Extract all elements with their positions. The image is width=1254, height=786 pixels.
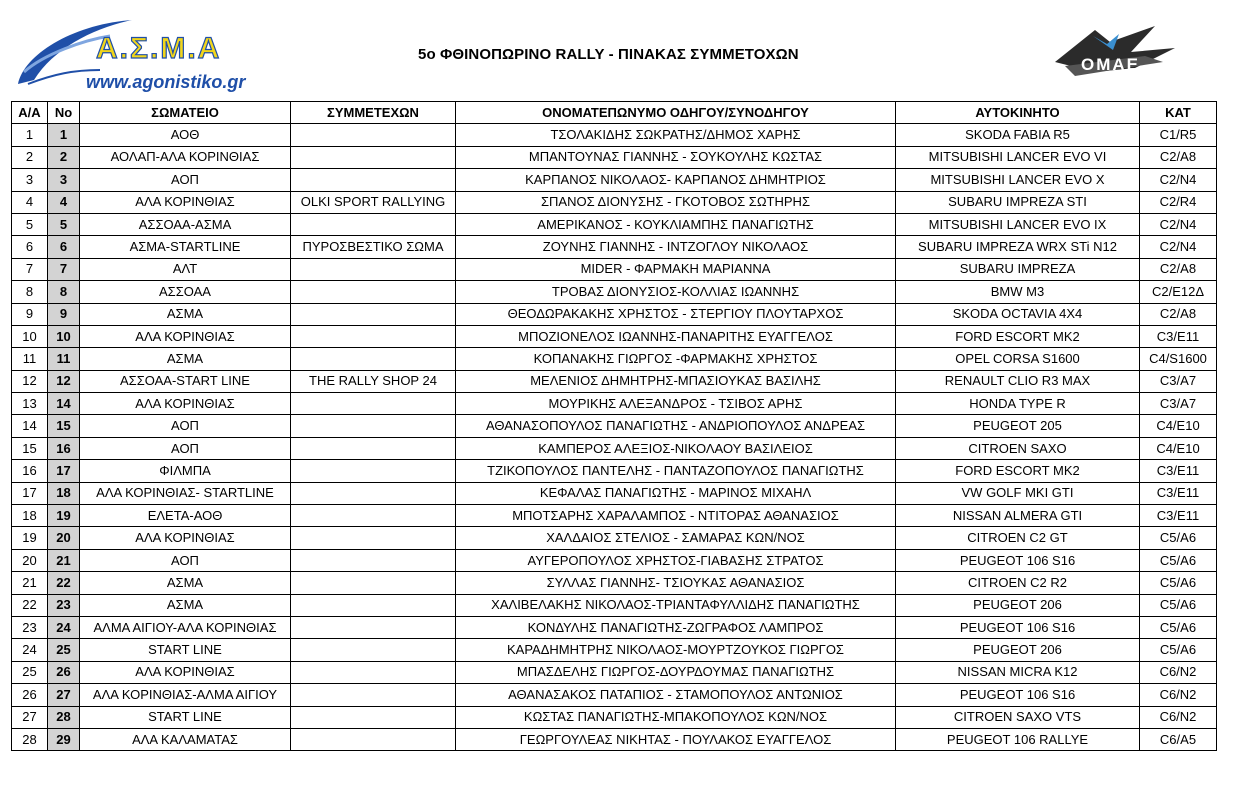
cell-team <box>291 706 456 728</box>
cell-cat: C6/N2 <box>1140 684 1217 706</box>
cell-club: ΑΟΠ <box>80 169 291 191</box>
cell-no: 21 <box>48 549 80 571</box>
cell-team <box>291 124 456 146</box>
cell-names: ΚΟΠΑΝΑΚΗΣ ΓΙΩΡΓΟΣ -ΦΑΡΜΑΚΗΣ ΧΡΗΣΤΟΣ <box>456 348 896 370</box>
table-row <box>12 393 1217 415</box>
table-row <box>12 549 1217 571</box>
cell-car: PEUGEOT 106 S16 <box>896 549 1140 571</box>
cell-team <box>291 348 456 370</box>
table-row <box>12 527 1217 549</box>
cell-no: 20 <box>48 527 80 549</box>
cell-club: ΑΛΑ ΚΟΡΙΝΘΙΑΣ <box>80 661 291 683</box>
cell-club: ΑΛΑ ΚΟΡΙΝΘΙΑΣ- STARTLINE <box>80 482 291 504</box>
header-cat: ΚΑΤ <box>1140 102 1217 124</box>
cell-cat: C3/A7 <box>1140 393 1217 415</box>
cell-aa: 10 <box>12 325 48 347</box>
header-aa: Α/Α <box>12 102 48 124</box>
table-row <box>12 236 1217 258</box>
cell-no: 15 <box>48 415 80 437</box>
cell-names: ΑΜΕΡΙΚΑΝΟΣ - ΚΟΥΚΛΙΑΜΠΗΣ ΠΑΝΑΓΙΩΤΗΣ <box>456 213 896 235</box>
cell-cat: C2/A8 <box>1140 146 1217 168</box>
cell-club: ΑΛΜΑ ΑΙΓΙΟΥ-ΑΛΑ ΚΟΡΙΝΘΙΑΣ <box>80 616 291 638</box>
cell-club: ΑΟΛΑΠ-ΑΛΑ ΚΟΡΙΝΘΙΑΣ <box>80 146 291 168</box>
cell-names: ΓΕΩΡΓΟΥΛΕΑΣ ΝΙΚΗΤΑΣ - ΠΟΥΛΑΚΟΣ ΕΥΑΓΓΕΛΟΣ <box>456 728 896 750</box>
cell-aa: 17 <box>12 482 48 504</box>
table-row <box>12 191 1217 213</box>
cell-car: OPEL CORSA S1600 <box>896 348 1140 370</box>
cell-aa: 7 <box>12 258 48 280</box>
cell-team <box>291 146 456 168</box>
cell-team <box>291 594 456 616</box>
cell-no: 29 <box>48 728 80 750</box>
cell-car: VW GOLF MKI GTI <box>896 482 1140 504</box>
cell-team <box>291 393 456 415</box>
table-row <box>12 437 1217 459</box>
cell-club: ΑΣΜΑ-STARTLINE <box>80 236 291 258</box>
cell-no: 17 <box>48 460 80 482</box>
cell-team <box>291 728 456 750</box>
cell-no: 24 <box>48 616 80 638</box>
cell-cat: C2/A8 <box>1140 258 1217 280</box>
cell-cat: C2/N4 <box>1140 169 1217 191</box>
cell-team <box>291 415 456 437</box>
cell-club: ΑΛΑ ΚΟΡΙΝΘΙΑΣ <box>80 191 291 213</box>
cell-cat: C2/E12Δ <box>1140 281 1217 303</box>
cell-car: PEUGEOT 206 <box>896 639 1140 661</box>
cell-team <box>291 213 456 235</box>
cell-club: ΦΙΛΜΠΑ <box>80 460 291 482</box>
table-row <box>12 661 1217 683</box>
cell-aa: 9 <box>12 303 48 325</box>
cell-no: 4 <box>48 191 80 213</box>
table-row <box>12 146 1217 168</box>
cell-club: ΑΟΠ <box>80 415 291 437</box>
cell-club: ΑΣΜΑ <box>80 572 291 594</box>
cell-team <box>291 169 456 191</box>
cell-cat: C5/A6 <box>1140 549 1217 571</box>
cell-no: 7 <box>48 258 80 280</box>
cell-cat: C6/N2 <box>1140 661 1217 683</box>
cell-car: SKODA FABIA R5 <box>896 124 1140 146</box>
cell-team <box>291 527 456 549</box>
table-row <box>12 124 1217 146</box>
cell-aa: 24 <box>12 639 48 661</box>
cell-team: OLKI SPORT RALLYING <box>291 191 456 213</box>
cell-team <box>291 549 456 571</box>
cell-aa: 14 <box>12 415 48 437</box>
header-club: ΣΩΜΑΤΕΙΟ <box>80 102 291 124</box>
header-names: ΟΝΟΜΑΤΕΠΩΝΥΜΟ ΟΔΗΓΟΥ/ΣΥΝΟΔΗΓΟΥ <box>456 102 896 124</box>
cell-aa: 3 <box>12 169 48 191</box>
cell-car: CITROEN C2 GT <box>896 527 1140 549</box>
cell-aa: 20 <box>12 549 48 571</box>
cell-aa: 15 <box>12 437 48 459</box>
cell-cat: C5/A6 <box>1140 594 1217 616</box>
cell-car: FORD ESCORT MK2 <box>896 325 1140 347</box>
cell-car: PEUGEOT 106 RALLYE <box>896 728 1140 750</box>
cell-car: SKODA OCTAVIA 4X4 <box>896 303 1140 325</box>
omae-logo <box>1035 22 1185 84</box>
cell-no: 6 <box>48 236 80 258</box>
cell-names: ΜΠΟΖΙΟΝΕΛΟΣ ΙΩΑΝΝΗΣ-ΠΑΝΑΡΙΤΗΣ ΕΥΑΓΓΕΛΟΣ <box>456 325 896 347</box>
table-row <box>12 684 1217 706</box>
table-row <box>12 706 1217 728</box>
cell-cat: C2/N4 <box>1140 236 1217 258</box>
cell-no: 26 <box>48 661 80 683</box>
cell-names: ΚΩΣΤΑΣ ΠΑΝΑΓΙΩΤΗΣ-ΜΠΑΚΟΠΟΥΛΟΣ ΚΩΝ/ΝΟΣ <box>456 706 896 728</box>
cell-team <box>291 325 456 347</box>
cell-names: ΤΡΟΒΑΣ ΔΙΟΝΥΣΙΟΣ-ΚΟΛΛΙΑΣ ΙΩΑΝΝΗΣ <box>456 281 896 303</box>
cell-club: START LINE <box>80 639 291 661</box>
table-row <box>12 213 1217 235</box>
cell-club: ΑΛΑ ΚΟΡΙΝΘΙΑΣ-ΑΛΜΑ ΑΙΓΙΟΥ <box>80 684 291 706</box>
cell-cat: C5/A6 <box>1140 639 1217 661</box>
cell-cat: C6/A5 <box>1140 728 1217 750</box>
cell-no: 28 <box>48 706 80 728</box>
cell-aa: 11 <box>12 348 48 370</box>
table-row <box>12 303 1217 325</box>
cell-car: RENAULT CLIO R3 MAX <box>896 370 1140 392</box>
cell-club: ΑΛΑ ΚΑΛΑΜΑΤΑΣ <box>80 728 291 750</box>
cell-names: ΧΑΛΙΒΕΛΑΚΗΣ ΝΙΚΟΛΑΟΣ-ΤΡΙΑΝΤΑΦΥΛΛΙΔΗΣ ΠΑΝΑΓΙΩΤΗΣ <box>456 594 896 616</box>
cell-aa: 8 <box>12 281 48 303</box>
cell-team <box>291 437 456 459</box>
cell-team <box>291 639 456 661</box>
cell-no: 12 <box>48 370 80 392</box>
cell-car: MITSUBISHI LANCER EVO X <box>896 169 1140 191</box>
cell-cat: C2/N4 <box>1140 213 1217 235</box>
cell-aa: 19 <box>12 527 48 549</box>
cell-aa: 18 <box>12 505 48 527</box>
cell-aa: 12 <box>12 370 48 392</box>
cell-team <box>291 460 456 482</box>
cell-car: BMW M3 <box>896 281 1140 303</box>
cell-car: MITSUBISHI LANCER EVO VI <box>896 146 1140 168</box>
cell-team <box>291 505 456 527</box>
cell-names: ΣΥΛΛΑΣ ΓΙΑΝΝΗΣ- ΤΣΙΟΥΚΑΣ ΑΘΑΝΑΣΙΟΣ <box>456 572 896 594</box>
cell-club: ΕΛΕΤΑ-ΑΟΘ <box>80 505 291 527</box>
cell-names: ΣΠΑΝΟΣ ΔΙΟΝΥΣΗΣ - ΓΚΟΤΟΒΟΣ ΣΩΤΗΡΗΣ <box>456 191 896 213</box>
cell-car: SUBARU IMPREZA WRX STi N12 <box>896 236 1140 258</box>
cell-aa: 6 <box>12 236 48 258</box>
logo-omae: ΟΜΑΕ <box>1081 55 1140 74</box>
cell-cat: C5/A6 <box>1140 616 1217 638</box>
cell-aa: 21 <box>12 572 48 594</box>
cell-car: CITROEN SAXO VTS <box>896 706 1140 728</box>
cell-team <box>291 482 456 504</box>
cell-no: 19 <box>48 505 80 527</box>
entries-table <box>11 101 1217 751</box>
cell-no: 14 <box>48 393 80 415</box>
table-row <box>12 594 1217 616</box>
cell-no: 25 <box>48 639 80 661</box>
table-row <box>12 415 1217 437</box>
cell-aa: 27 <box>12 706 48 728</box>
cell-team <box>291 572 456 594</box>
cell-no: 22 <box>48 572 80 594</box>
cell-car: SUBARU IMPREZA <box>896 258 1140 280</box>
cell-car: NISSAN MICRA K12 <box>896 661 1140 683</box>
cell-aa: 1 <box>12 124 48 146</box>
cell-cat: C4/E10 <box>1140 415 1217 437</box>
cell-club: ΑΣΜΑ <box>80 303 291 325</box>
cell-car: PEUGEOT 106 S16 <box>896 684 1140 706</box>
cell-cat: C3/E11 <box>1140 460 1217 482</box>
table-row <box>12 348 1217 370</box>
cell-aa: 16 <box>12 460 48 482</box>
cell-aa: 13 <box>12 393 48 415</box>
cell-aa: 28 <box>12 728 48 750</box>
cell-team <box>291 616 456 638</box>
cell-cat: C1/R5 <box>1140 124 1217 146</box>
table-row <box>12 460 1217 482</box>
table-row <box>12 258 1217 280</box>
cell-car: SUBARU IMPREZA STI <box>896 191 1140 213</box>
cell-team <box>291 303 456 325</box>
header-car: ΑΥΤΟΚΙΝΗΤΟ <box>896 102 1140 124</box>
cell-cat: C6/N2 <box>1140 706 1217 728</box>
cell-aa: 4 <box>12 191 48 213</box>
cell-car: HONDA TYPE R <box>896 393 1140 415</box>
cell-club: ΑΟΠ <box>80 549 291 571</box>
cell-names: ΚΟΝΔΥΛΗΣ ΠΑΝΑΓΙΩΤΗΣ-ΖΩΓΡΑΦΟΣ ΛΑΜΠΡΟΣ <box>456 616 896 638</box>
cell-names: ΤΖΙΚΟΠΟΥΛΟΣ ΠΑΝΤΕΛΗΣ - ΠΑΝΤΑΖΟΠΟΥΛΟΣ ΠΑΝΑΓΙΩΤΗΣ <box>456 460 896 482</box>
cell-club: ΑΟΠ <box>80 437 291 459</box>
asma-logo <box>14 14 282 96</box>
cell-car: FORD ESCORT MK2 <box>896 460 1140 482</box>
cell-team: ΠΥΡΟΣΒΕΣΤΙΚΟ ΣΩΜΑ <box>291 236 456 258</box>
cell-names: MIDER - ΦΑΡΜΑΚΗ ΜΑΡΙΑΝΝΑ <box>456 258 896 280</box>
table-row <box>12 572 1217 594</box>
cell-names: ΚΑΜΠΕΡΟΣ ΑΛΕΞΙΟΣ-ΝΙΚΟΛΑΟΥ ΒΑΣΙΛΕΙΟΣ <box>456 437 896 459</box>
table-row <box>12 639 1217 661</box>
cell-cat: C5/A6 <box>1140 527 1217 549</box>
cell-aa: 23 <box>12 616 48 638</box>
cell-cat: C4/S1600 <box>1140 348 1217 370</box>
cell-no: 11 <box>48 348 80 370</box>
cell-club: ΑΟΘ <box>80 124 291 146</box>
header-no: Νο <box>48 102 80 124</box>
cell-cat: C3/A7 <box>1140 370 1217 392</box>
cell-no: 18 <box>48 482 80 504</box>
cell-aa: 26 <box>12 684 48 706</box>
cell-no: 10 <box>48 325 80 347</box>
cell-car: MITSUBISHI LANCER EVO IX <box>896 213 1140 235</box>
cell-car: PEUGEOT 106 S16 <box>896 616 1140 638</box>
cell-names: ΚΑΡΑΔΗΜΗΤΡΗΣ ΝΙΚΟΛΑΟΣ-ΜΟΥΡΤΖΟΥΚΟΣ ΓΙΩΡΓΟΣ <box>456 639 896 661</box>
table-row <box>12 370 1217 392</box>
cell-names: ΑΘΑΝΑΣΑΚΟΣ ΠΑΤΑΠΙΟΣ - ΣΤΑΜΟΠΟΥΛΟΣ ΑΝΤΩΝΙΟΣ <box>456 684 896 706</box>
table-row <box>12 169 1217 191</box>
cell-cat: C3/E11 <box>1140 505 1217 527</box>
cell-club: ΑΣΣΟΑΑ-ΑΣΜΑ <box>80 213 291 235</box>
table-row <box>12 505 1217 527</box>
cell-no: 27 <box>48 684 80 706</box>
cell-no: 1 <box>48 124 80 146</box>
cell-no: 2 <box>48 146 80 168</box>
cell-car: CITROEN SAXO <box>896 437 1140 459</box>
cell-car: PEUGEOT 205 <box>896 415 1140 437</box>
cell-aa: 22 <box>12 594 48 616</box>
cell-club: ΑΛΑ ΚΟΡΙΝΘΙΑΣ <box>80 325 291 347</box>
cell-no: 3 <box>48 169 80 191</box>
table-row <box>12 325 1217 347</box>
cell-no: 16 <box>48 437 80 459</box>
table-header-row <box>12 102 1217 124</box>
cell-cat: C2/A8 <box>1140 303 1217 325</box>
cell-cat: C3/E11 <box>1140 482 1217 504</box>
cell-team: THE RALLY SHOP 24 <box>291 370 456 392</box>
cell-club: ΑΛΤ <box>80 258 291 280</box>
logo-name: Α.Σ.Μ.Α <box>96 32 222 65</box>
cell-team <box>291 281 456 303</box>
cell-team <box>291 258 456 280</box>
table-row <box>12 616 1217 638</box>
cell-names: ΑΥΓΕΡΟΠΟΥΛΟΣ ΧΡΗΣΤΟΣ-ΓΙΑΒΑΣΗΣ ΣΤΡΑΤΟΣ <box>456 549 896 571</box>
cell-aa: 25 <box>12 661 48 683</box>
cell-car: NISSAN ALMERA GTI <box>896 505 1140 527</box>
cell-no: 5 <box>48 213 80 235</box>
cell-aa: 5 <box>12 213 48 235</box>
cell-club: ΑΣΜΑ <box>80 594 291 616</box>
cell-names: ΧΑΛΔΑΙΟΣ ΣΤΕΛΙΟΣ - ΣΑΜΑΡΑΣ ΚΩΝ/ΝΟΣ <box>456 527 896 549</box>
cell-car: CITROEN C2 R2 <box>896 572 1140 594</box>
cell-names: ΜΟΥΡΙΚΗΣ ΑΛΕΞΑΝΔΡΟΣ - ΤΣΙΒΟΣ ΑΡΗΣ <box>456 393 896 415</box>
cell-cat: C5/A6 <box>1140 572 1217 594</box>
cell-no: 9 <box>48 303 80 325</box>
cell-club: ΑΣΣΟΑΑ-START LINE <box>80 370 291 392</box>
cell-no: 8 <box>48 281 80 303</box>
cell-cat: C3/E11 <box>1140 325 1217 347</box>
cell-names: ΜΠΑΝΤΟΥΝΑΣ ΓΙΑΝΝΗΣ - ΣΟΥΚΟΥΛΗΣ ΚΩΣΤΑΣ <box>456 146 896 168</box>
cell-car: PEUGEOT 206 <box>896 594 1140 616</box>
cell-aa: 2 <box>12 146 48 168</box>
document-title: 5ο ΦΘΙΝΟΠΩΡΙΝΟ RALLY - ΠΙΝΑΚΑΣ ΣΥΜΜΕΤΟΧΩΝ <box>418 46 799 63</box>
cell-names: ΤΣΟΛΑΚΙΔΗΣ ΣΩΚΡΑΤΗΣ/ΔΗΜΟΣ ΧΑΡΗΣ <box>456 124 896 146</box>
cell-cat: C4/E10 <box>1140 437 1217 459</box>
cell-names: ΑΘΑΝΑΣΟΠΟΥΛΟΣ ΠΑΝΑΓΙΩΤΗΣ - ΑΝΔΡΙΟΠΟΥΛΟΣ ΑΝΔΡΕΑΣ <box>456 415 896 437</box>
cell-club: ΑΛΑ ΚΟΡΙΝΘΙΑΣ <box>80 527 291 549</box>
cell-club: ΑΣΜΑ <box>80 348 291 370</box>
cell-names: ΜΠΑΣΔΕΛΗΣ ΓΙΩΡΓΟΣ-ΔΟΥΡΔΟΥΜΑΣ ΠΑΝΑΓΙΩΤΗΣ <box>456 661 896 683</box>
table-row <box>12 482 1217 504</box>
cell-names: ΘΕΟΔΩΡΑΚΑΚΗΣ ΧΡΗΣΤΟΣ - ΣΤΕΡΓΙΟΥ ΠΛΟΥΤΑΡΧΟΣ <box>456 303 896 325</box>
cell-names: ΚΕΦΑΛΑΣ ΠΑΝΑΓΙΩΤΗΣ - ΜΑΡΙΝΟΣ ΜΙΧΑΗΛ <box>456 482 896 504</box>
cell-club: ΑΛΑ ΚΟΡΙΝΘΙΑΣ <box>80 393 291 415</box>
cell-club: ΑΣΣΟΑΑ <box>80 281 291 303</box>
cell-names: ΜΕΛΕΝΙΟΣ ΔΗΜΗΤΡΗΣ-ΜΠΑΣΙΟΥΚΑΣ ΒΑΣΙΛΗΣ <box>456 370 896 392</box>
cell-names: ΖΟΥΝΗΣ ΓΙΑΝΝΗΣ - ΙΝΤΖΟΓΛΟΥ ΝΙΚΟΛΑΟΣ <box>456 236 896 258</box>
header-team: ΣΥΜΜΕΤΕΧΩΝ <box>291 102 456 124</box>
cell-team <box>291 661 456 683</box>
cell-club: START LINE <box>80 706 291 728</box>
table-row <box>12 281 1217 303</box>
logo-url: www.agonistiko.gr <box>86 72 246 92</box>
table-row <box>12 728 1217 750</box>
cell-names: ΜΠΟΤΣΑΡΗΣ ΧΑΡΑΛΑΜΠΟΣ - ΝΤΙΤΟΡΑΣ ΑΘΑΝΑΣΙΟΣ <box>456 505 896 527</box>
cell-cat: C2/R4 <box>1140 191 1217 213</box>
cell-no: 23 <box>48 594 80 616</box>
cell-team <box>291 684 456 706</box>
cell-names: ΚΑΡΠΑΝΟΣ ΝΙΚΟΛΑΟΣ- ΚΑΡΠΑΝΟΣ ΔΗΜΗΤΡΙΟΣ <box>456 169 896 191</box>
